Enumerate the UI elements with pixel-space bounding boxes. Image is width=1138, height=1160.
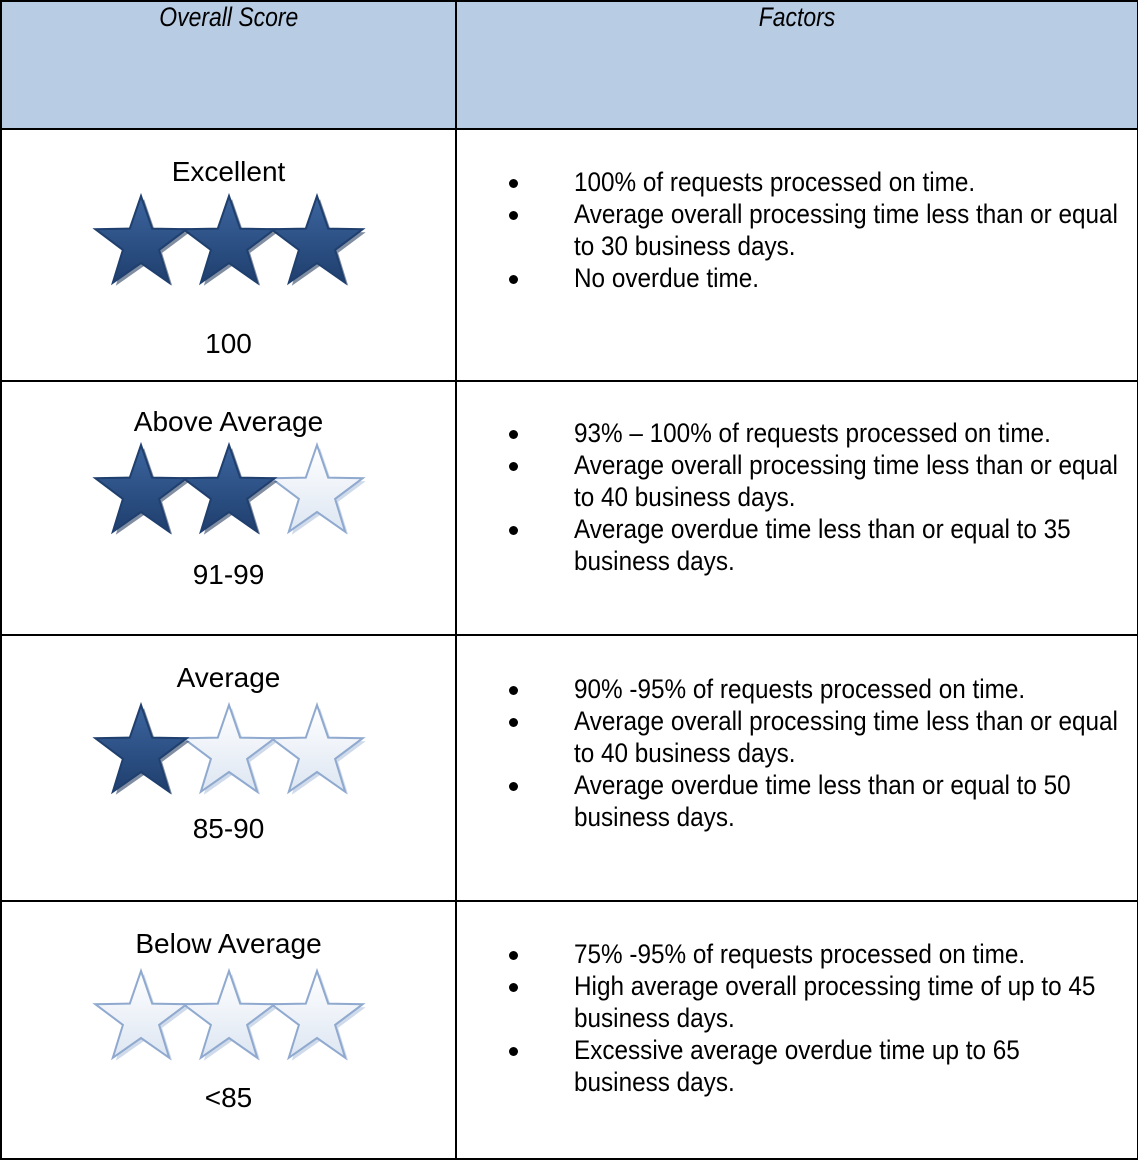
star-rating	[2, 703, 455, 793]
score-cell	[1, 901, 456, 1159]
stars-svg	[89, 443, 369, 535]
stars-svg	[89, 969, 369, 1061]
rating-label: Above Average	[133, 406, 324, 437]
rating-row-above-average	[1, 381, 1138, 635]
score-value: 85-90	[192, 813, 265, 844]
star-empty-icon	[183, 971, 274, 1058]
overall-score-header: Overall Score	[1, 1, 456, 129]
factor-list	[457, 166, 1137, 294]
factors-cell	[456, 381, 1138, 635]
star-filled-icon	[183, 196, 274, 283]
star-empty-icon	[95, 971, 186, 1058]
star-empty-icon	[271, 971, 362, 1058]
rating-label: Below Average	[135, 928, 322, 959]
factors-header: Factors	[456, 1, 1138, 129]
factor-item: 90% -95% of requests processed on time.	[457, 673, 1137, 705]
rating-row-below-average	[1, 901, 1138, 1159]
rating-label: Average	[176, 662, 281, 693]
stars-svg	[89, 194, 369, 286]
score-cell	[1, 381, 456, 635]
star-rating	[2, 194, 455, 284]
stars-svg	[89, 703, 369, 795]
factor-item: 100% of requests processed on time.	[457, 166, 1137, 198]
rating-row-excellent	[1, 129, 1138, 381]
star-empty-icon	[183, 705, 274, 792]
star-empty-icon	[271, 445, 362, 532]
factor-item: High average overall processing time of up to 45 business days.	[457, 970, 1137, 1034]
factor-list	[457, 673, 1137, 833]
star-filled-icon	[95, 196, 186, 283]
score-value: 100	[205, 328, 252, 359]
factor-item: Average overdue time less than or equal to 50 business days.	[457, 769, 1137, 833]
star-filled-icon	[95, 705, 186, 792]
header-row	[1, 1, 1138, 129]
factor-list	[457, 938, 1137, 1098]
star-rating	[2, 969, 455, 1059]
factor-item: 93% – 100% of requests processed on time.	[457, 417, 1137, 449]
factor-item: Average overall processing time less than or equal to 30 business days.	[457, 198, 1137, 262]
factor-item: Average overall processing time less than or equal to 40 business days.	[457, 705, 1137, 769]
factors-cell	[456, 635, 1138, 901]
star-rating	[2, 443, 455, 533]
rating-label: Excellent	[171, 156, 286, 187]
factor-item: Excessive average overdue time up to 65 business days.	[457, 1034, 1137, 1098]
factor-item: No overdue time.	[457, 262, 1137, 294]
score-cell	[1, 635, 456, 901]
star-filled-icon	[271, 196, 362, 283]
score-value: <85	[204, 1082, 253, 1113]
star-filled-icon	[95, 445, 186, 532]
factor-list	[457, 417, 1137, 577]
factor-item: Average overdue time less than or equal to 35 business days.	[457, 513, 1137, 577]
score-cell	[1, 129, 456, 381]
rating-row-average	[1, 635, 1138, 901]
factors-cell	[456, 901, 1138, 1159]
factor-item: Average overall processing time less than or equal to 40 business days.	[457, 449, 1137, 513]
factors-cell	[456, 129, 1138, 381]
star-filled-icon	[183, 445, 274, 532]
star-empty-icon	[271, 705, 362, 792]
factor-item: 75% -95% of requests processed on time.	[457, 938, 1137, 970]
score-value: 91-99	[192, 559, 265, 590]
